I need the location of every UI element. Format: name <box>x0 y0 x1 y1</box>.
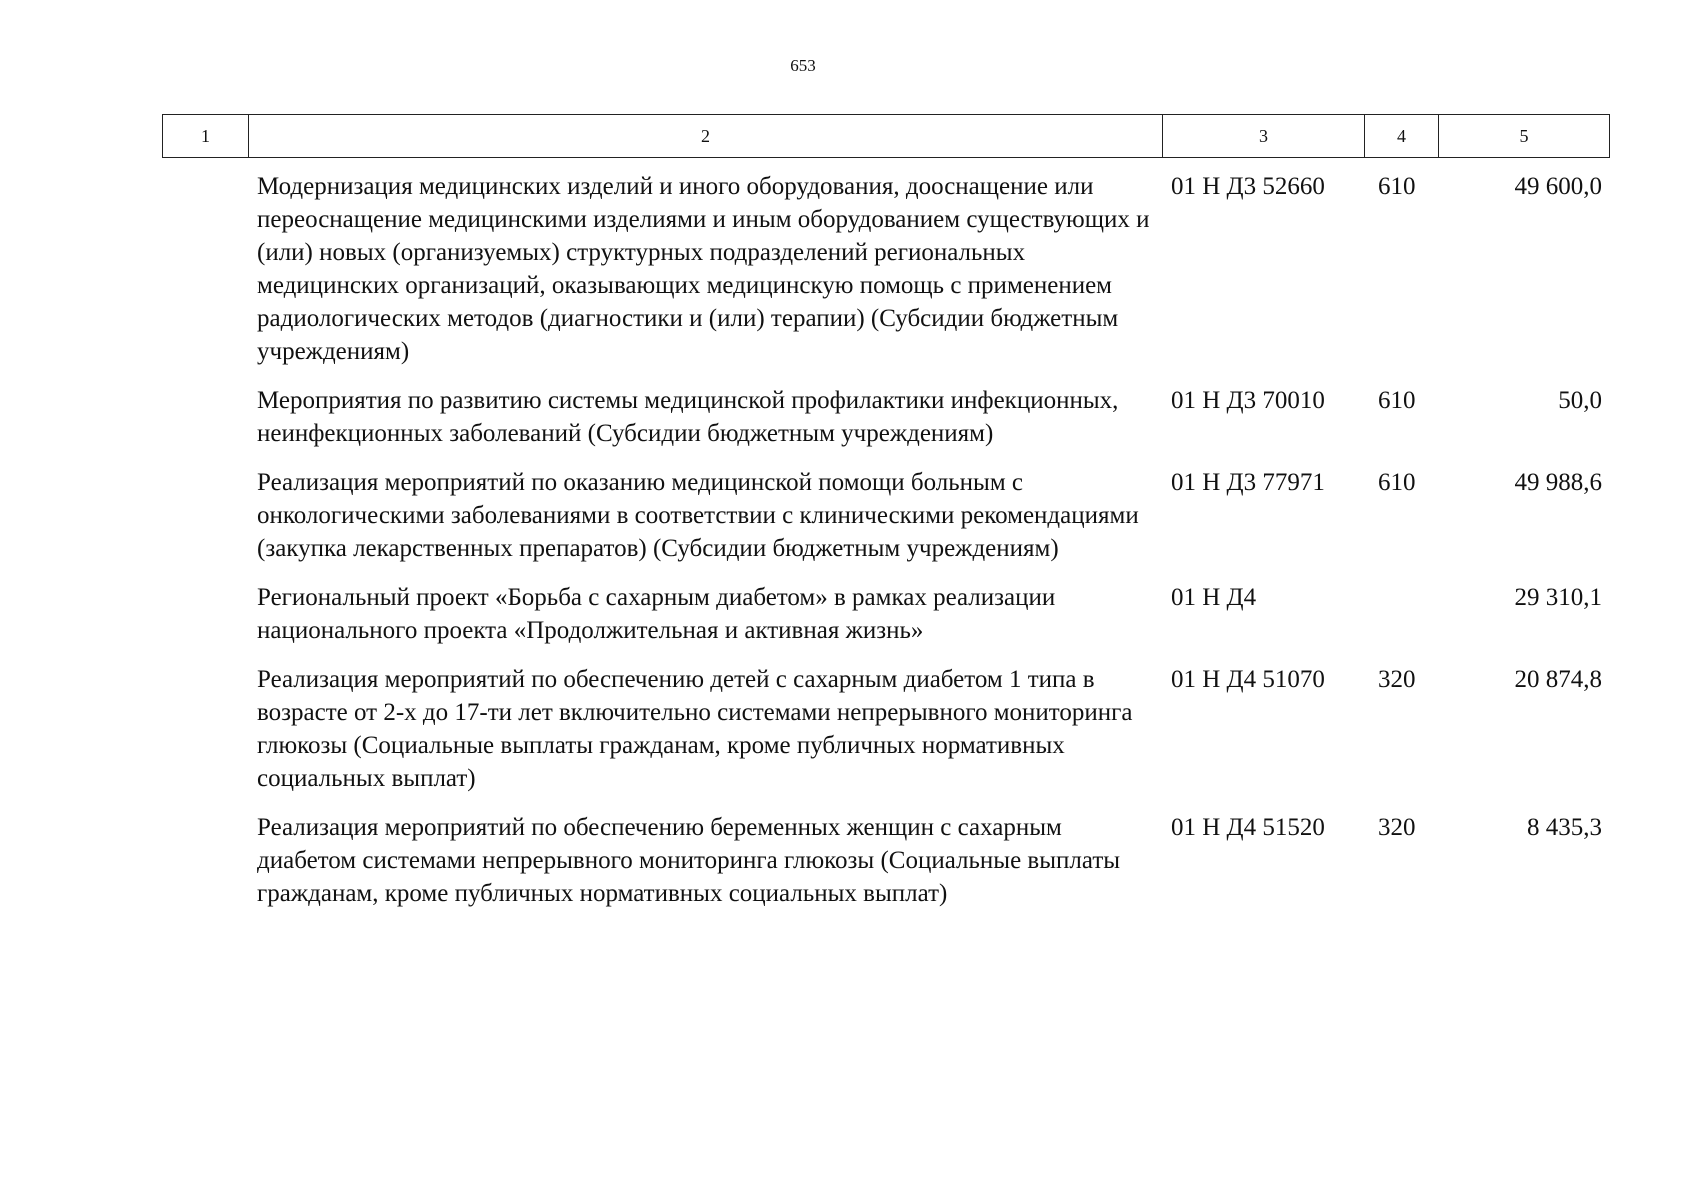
row-type: 320 <box>1378 666 1416 693</box>
table-row <box>162 466 1610 565</box>
table-header <box>162 114 1610 158</box>
row-name: Мероприятия по развитию системы медицинской профилактики инфекционных, неинфекционных заболеваний (Субсидии бюджетным учреждениям) <box>257 387 1119 447</box>
row-amount: 49 600,0 <box>1514 173 1602 200</box>
row-type: 610 <box>1378 173 1416 200</box>
row-type: 610 <box>1378 387 1416 414</box>
row-type: 320 <box>1378 814 1416 841</box>
row-name: Реализация мероприятий по обеспечению беременных женщин с сахарным диабетом системами непрерывного мониторинга глюкозы (Социальные выплаты гражданам, кроме публичных нормативных социальных выплат) <box>257 814 1121 907</box>
row-name: Реализация мероприятий по обеспечению детей с сахарным диабетом 1 типа в возрасте от 2-х до 17-ти лет включительно системами непрерывного мониторинга глюкозы (Социальные выплаты гражданам, кроме публичных нормативных социальных выплат) <box>257 666 1133 792</box>
page-number: 653 <box>790 56 816 75</box>
header-col-4: 4 <box>1365 115 1439 157</box>
row-amount: 50,0 <box>1558 387 1602 414</box>
row-name: Модернизация медицинских изделий и иного оборудования, дооснащение или переоснащение медицинскими изделиями и иным оборудованием существующих и (или) новых (организуемых) структурных подразделений региональных медицинских организаций, оказывающих медицинскую помощь с применением радиологических методов (диагностики и (или) терапии) (Субсидии бюджетным учреждениям) <box>257 173 1150 365</box>
row-index-cell <box>162 811 248 910</box>
row-type <box>1364 581 1438 647</box>
row-code: 01 Н Д3 70010 <box>1171 387 1325 414</box>
table-row <box>162 811 1610 910</box>
table-row <box>162 663 1610 795</box>
row-code: 01 Н Д4 51520 <box>1171 814 1325 841</box>
row-code: 01 Н Д3 52660 <box>1171 173 1325 200</box>
row-name: Региональный проект «Борьба с сахарным диабетом» в рамках реализации национального проекта «Продолжительная и активная жизнь» <box>257 584 1056 644</box>
table-row <box>162 170 1610 368</box>
row-index-cell <box>162 384 248 450</box>
table-body <box>162 170 1610 910</box>
row-index-cell <box>162 663 248 795</box>
row-amount: 49 988,6 <box>1514 469 1602 496</box>
row-amount: 8 435,3 <box>1527 814 1602 841</box>
header-col-3: 3 <box>1163 115 1365 157</box>
row-name: Реализация мероприятий по оказанию медицинской помощи больным с онкологическими заболеваниями в соответствии с клиническими рекомендациями (закупка лекарственных препаратов) (Субсидии бюджетным учреждениям) <box>257 469 1139 562</box>
row-type: 610 <box>1378 469 1416 496</box>
row-index-cell <box>162 466 248 565</box>
header-col-1: 1 <box>163 115 249 157</box>
row-code: 01 Н Д4 51070 <box>1171 666 1325 693</box>
table-row <box>162 581 1610 647</box>
row-amount: 29 310,1 <box>1514 584 1602 611</box>
row-amount: 20 874,8 <box>1514 666 1602 693</box>
table-row <box>162 384 1610 450</box>
row-code: 01 Н Д4 <box>1171 584 1257 611</box>
row-index-cell <box>162 170 248 368</box>
row-code: 01 Н Д3 77971 <box>1171 469 1325 496</box>
row-index-cell <box>162 581 248 647</box>
header-col-5: 5 <box>1519 125 1529 146</box>
header-col-2: 2 <box>249 115 1163 157</box>
